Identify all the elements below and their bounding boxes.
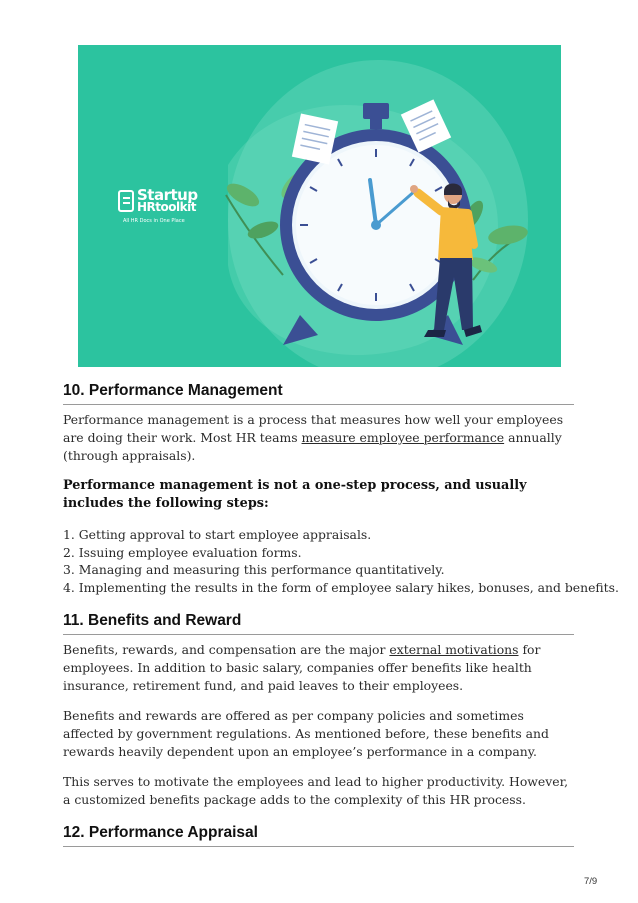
paragraph-benefits-intro <box>63 641 576 695</box>
page-number: 7/9 <box>584 876 598 887</box>
text-segment: Performance management is a process that measures how well your employees are doing their work. Most HR teams <box>63 412 564 445</box>
text-segment: for employees. In addition to basic salary, companies offer benefits like health insurance, retirement fund, and paid leaves to their employees. <box>63 642 541 693</box>
text-segment: annually (through appraisals). <box>63 430 562 463</box>
heading-performance-management: 10. Performance Management <box>63 382 574 405</box>
logo-tagline: All HR Docs in One Place <box>123 218 185 224</box>
hero-illustration <box>78 45 561 367</box>
heading-performance-appraisal: 12. Performance Appraisal <box>63 824 574 847</box>
link-measure-employee-performance[interactable]: measure employee performance <box>301 430 505 445</box>
logo-word1: Startup <box>137 186 198 204</box>
steps-list <box>63 526 619 596</box>
text-segment: Benefits, rewards, and compensation are the major <box>63 642 390 657</box>
list-item: 2. Issuing employee evaluation forms. <box>63 544 302 560</box>
paragraph-steps-intro: Performance management is not a one-step process, and usually includes the following steps: <box>63 478 527 511</box>
list-item: 1. Getting approval to start employee appraisals. <box>63 527 372 542</box>
document-icon <box>118 190 134 212</box>
paragraph-benefits-motivation: This serves to motivate the employees and lead to higher productivity. However, a customized benefits package adds to the complexity of this HR process. <box>63 774 569 807</box>
heading-benefits-and-reward: 11. Benefits and Reward <box>63 612 574 635</box>
link-external-motivations[interactable]: external motivations <box>389 642 519 657</box>
list-item: 3. Managing and measuring this performance quantitatively. <box>63 562 445 577</box>
paragraph-performance-intro <box>63 411 576 465</box>
paragraph-benefits-policies: Benefits and rewards are offered as per company policies and sometimes affected by government regulations. As mentioned before, these benefits and rewards heavily dependent upon an employee’s performance in a company. <box>63 708 549 759</box>
list-item: 4. Implementing the results in the form of employee salary hikes, bonuses, and benefits. <box>63 579 619 595</box>
logo-word2: HRtoolkit <box>137 200 196 214</box>
